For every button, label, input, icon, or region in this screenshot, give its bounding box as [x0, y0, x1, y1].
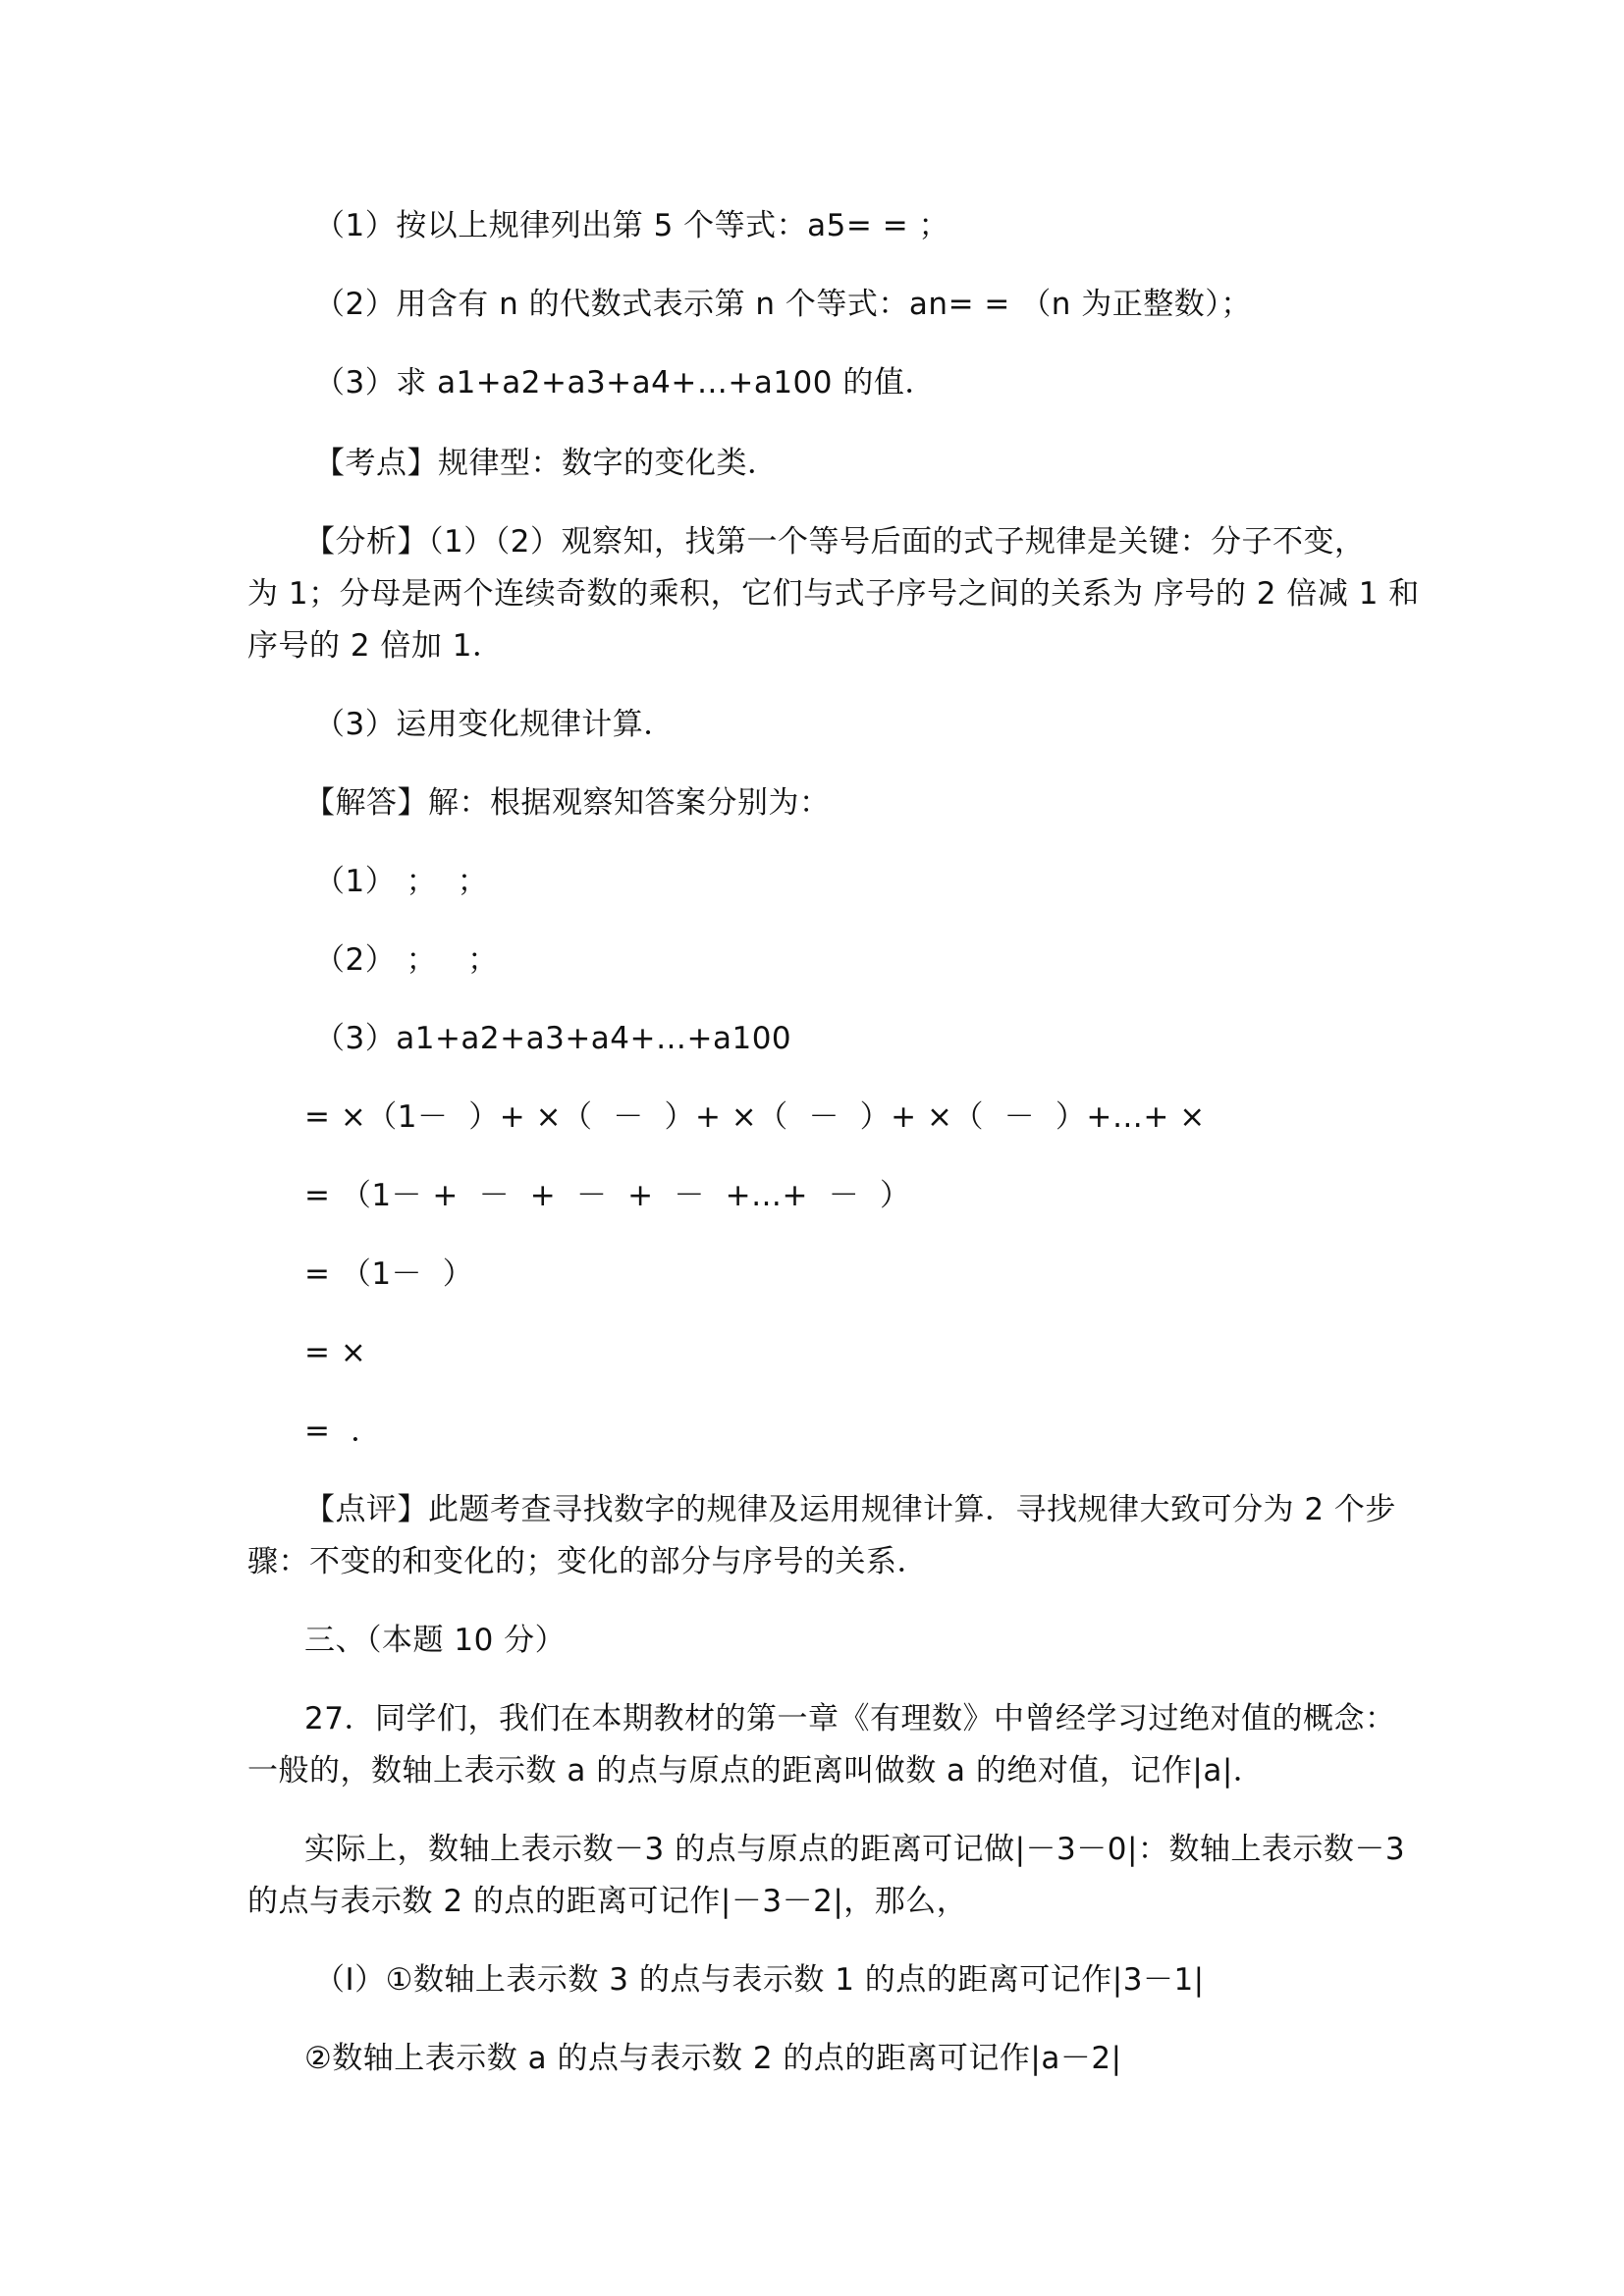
analysis-line-1: 【分析】（1）（2）观察知，找第一个等号后面的式子规律是关键：分子不变，: [304, 524, 1366, 560]
question-part-3: （3）求 a1+a2+a3+a4+…+a100 的值．: [314, 365, 936, 400]
section-heading: 三、（本题 10 分）: [304, 1623, 567, 1658]
analysis-line-2: 为 1；分母是两个连续奇数的乘积，它们与式子序号之间的关系为 序号的 2 倍减 1 和: [247, 576, 1420, 612]
answer-intro: 【解答】解：根据观察知答案分别为：: [304, 785, 831, 821]
answer-part-2: （2） ； ；: [314, 942, 499, 978]
derivation-step-1: = ×（1－ ）+ ×（ － ）+ ×（ － ）+ ×（ － ）+…+ ×: [304, 1099, 1206, 1135]
comment-line-1: 【点评】此题考查寻找数字的规律及运用规律计算．寻找规律大致可分为 2 个步: [304, 1492, 1396, 1527]
q27-line-2: 一般的，数轴上表示数 a 的点与原点的距离叫做数 a 的绝对值，记作|a|．: [247, 1753, 1265, 1789]
derivation-step-3: = （1－ ）: [304, 1256, 474, 1292]
q27-line-3: 实际上，数轴上表示数－3 的点与原点的距离可记做|－3－0|：数轴上表示数－3: [304, 1832, 1406, 1867]
answer-part-1: （1） ； ；: [314, 864, 489, 899]
comment-line-2: 骤：不变的和变化的；变化的部分与序号的关系．: [247, 1544, 928, 1579]
q27-part-1-1: （Ⅰ）①数轴上表示数 3 的点与表示数 1 的点的距离可记作|3－1|: [314, 1962, 1205, 1998]
derivation-step-4: = ×: [304, 1335, 367, 1370]
q27-line-1: 27．同学们，我们在本期教材的第一章《有理数》中曾经学习过绝对值的概念：: [304, 1701, 1396, 1736]
analysis-part-3: （3）运用变化规律计算．: [314, 707, 675, 742]
kaodian-line: 【考点】规律型：数字的变化类．: [314, 446, 779, 481]
question-part-2: （2）用含有 n 的代数式表示第 n 个等式：an= = （n 为正整数）；: [314, 287, 1252, 322]
analysis-line-3: 序号的 2 倍加 1．: [247, 628, 504, 664]
question-part-1: （1）按以上规律列出第 5 个等式：a5= = ；: [314, 208, 950, 243]
q27-line-4: 的点与表示数 2 的点的距离可记作|－3－2|，那么，: [247, 1884, 968, 1919]
answer-part-3: （3）a1+a2+a3+a4+…+a100: [314, 1021, 792, 1056]
derivation-step-2: = （1－ + － + － + － +…+ － ）: [304, 1178, 911, 1213]
q27-part-1-2: ②数轴上表示数 a 的点与表示数 2 的点的距离可记作|a－2|: [304, 2041, 1122, 2076]
derivation-step-5: = ．: [304, 1414, 382, 1449]
